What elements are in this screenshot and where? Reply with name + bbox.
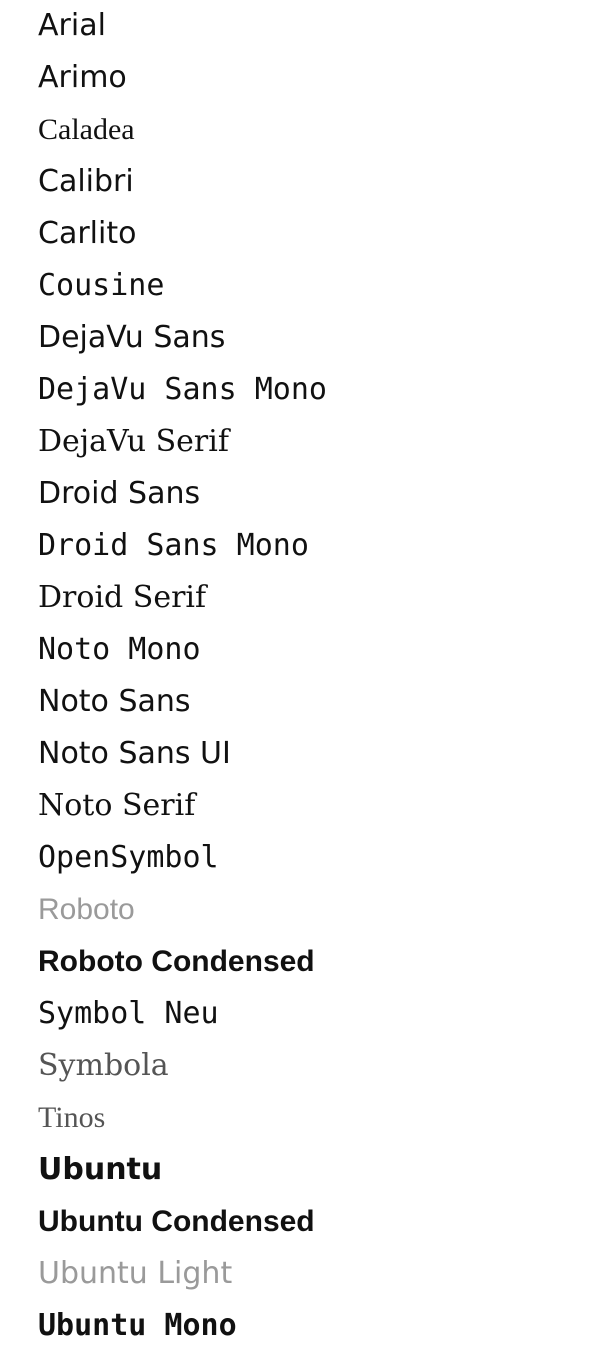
font-name-label: Arial	[38, 8, 106, 43]
font-list-item[interactable]	[0, 884, 604, 936]
font-list-item[interactable]	[0, 624, 604, 676]
font-name-label: Noto Sans UI	[38, 736, 231, 771]
font-name-label: Ubuntu Mono	[38, 1308, 237, 1343]
font-list-item[interactable]	[0, 0, 604, 52]
font-name-label: Ubuntu	[38, 1152, 163, 1187]
font-list-item[interactable]	[0, 104, 604, 156]
font-name-label: Calibri	[38, 164, 134, 199]
font-list-item[interactable]	[0, 1040, 604, 1092]
font-name-label: Roboto Condensed	[38, 945, 315, 978]
font-list-item[interactable]	[0, 208, 604, 260]
font-list-item[interactable]	[0, 936, 604, 988]
font-list-item[interactable]	[0, 1196, 604, 1248]
font-name-label: Noto Serif	[38, 788, 196, 823]
font-list-item[interactable]	[0, 832, 604, 884]
font-list-item[interactable]	[0, 1248, 604, 1300]
font-name-label: Arimo	[38, 60, 127, 95]
font-name-label: Droid Sans	[38, 476, 201, 511]
font-list-item[interactable]	[0, 364, 604, 416]
font-name-label: Ubuntu Condensed	[38, 1205, 315, 1238]
font-list-item[interactable]	[0, 572, 604, 624]
font-name-label: OpenSymbol	[38, 840, 219, 875]
font-name-label: DejaVu Sans Mono	[38, 372, 327, 407]
font-name-label: Noto Sans	[38, 684, 191, 719]
font-name-label: Noto Mono	[38, 632, 201, 667]
font-list-item[interactable]	[0, 416, 604, 468]
font-name-label: Symbola	[38, 1048, 169, 1083]
font-list-item[interactable]	[0, 260, 604, 312]
font-name-label: Carlito	[38, 216, 137, 251]
font-list-item[interactable]	[0, 52, 604, 104]
font-name-label: DejaVu Serif	[38, 424, 229, 459]
font-name-label: DejaVu Sans	[38, 320, 226, 355]
font-name-label: Ubuntu Light	[38, 1256, 233, 1291]
font-list-item[interactable]	[0, 520, 604, 572]
font-list-item[interactable]	[0, 1144, 604, 1196]
font-name-label: Droid Serif	[38, 580, 207, 615]
font-list-item[interactable]	[0, 728, 604, 780]
font-list-item[interactable]	[0, 676, 604, 728]
font-list-item[interactable]	[0, 468, 604, 520]
font-name-label: Droid Sans Mono	[38, 528, 309, 563]
font-name-label: Cousine	[38, 268, 165, 303]
font-name-label: Roboto	[38, 893, 135, 926]
font-list-item[interactable]	[0, 156, 604, 208]
font-list-item[interactable]	[0, 1092, 604, 1144]
font-list-item[interactable]	[0, 780, 604, 832]
font-list-item[interactable]	[0, 312, 604, 364]
font-list-item[interactable]	[0, 1300, 604, 1352]
font-name-label: Tinos	[38, 1101, 106, 1134]
font-name-label: Symbol Neu	[38, 996, 219, 1031]
font-list-item[interactable]	[0, 988, 604, 1040]
font-name-label: Caladea	[38, 113, 135, 146]
